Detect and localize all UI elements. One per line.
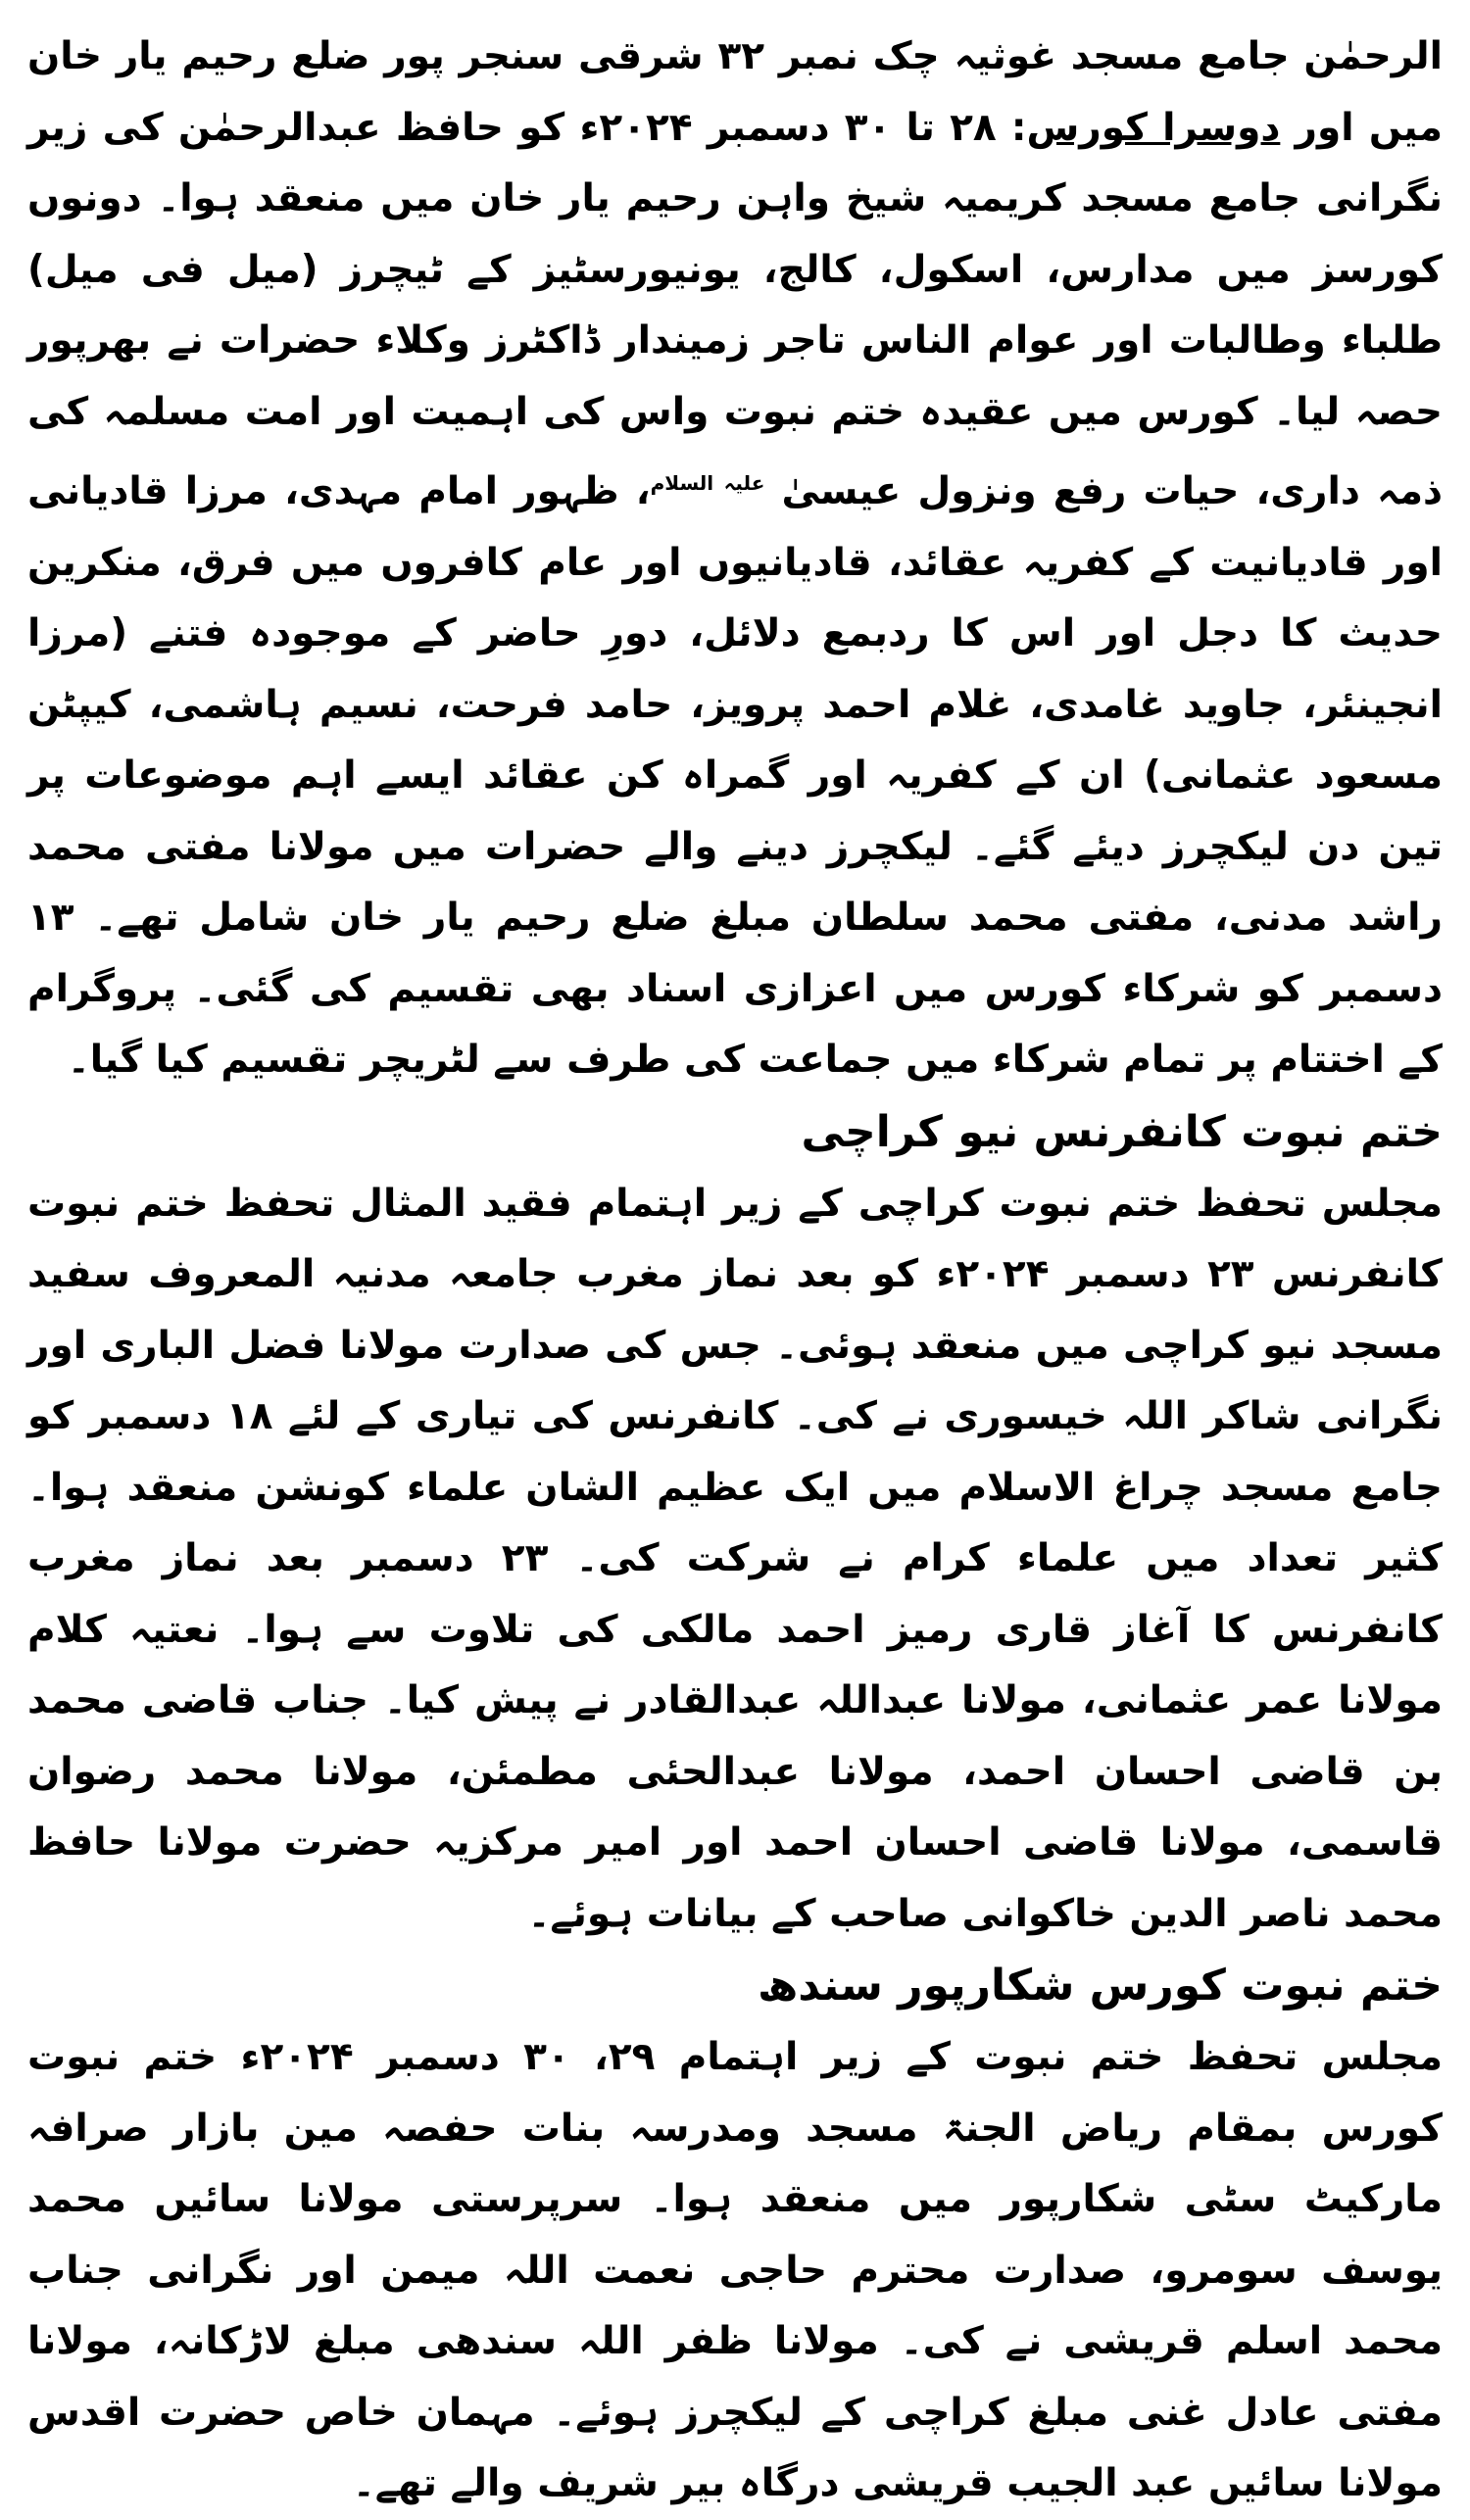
section-heading-shikarpur-course: ختم نبوت کورس شکارپور سندھ <box>758 1961 1443 2011</box>
course-report-paragraph <box>27 22 1443 1096</box>
paragraph-text: الرحمٰن جامع مسجد غوثیہ چک نمبر ۳۲ شرقی سنجر پور ضلع رحیم یار خان میں اور <box>27 34 1443 150</box>
paragraph-text: ، ظہور امام مہدی، مرزا قادیانی اور قادیانیت کے کفریہ عقائد، قادیانیوں اور عام کافروں میں فرق، منکرین حدیث کا دجل اور اس کا ردبمع دلائل، دورِ حاضر کے موجودہ فتنے (مرزا انجینئر، جاوید غامدی، غلام احمد پرویز، حامد فرحت، نسیم ہاشمی، کیپٹن مسعود عثمانی) ان کے کفریہ اور گمراہ کن عقائد ایسے اہم موضوعات پر تین دن لیکچرز دیئے گئے۔ لیکچرز دینے والے حضرات میں مولانا مفتی محمد راشد مدنی، مفتی محمد سلطان مبلغ ضلع رحیم یار خان شامل تھے۔ ۱۳ دسمبر کو شرکاء کورس میں اعزازی اسناد بھی تقسیم کی گئی۔ پروگرام کے اختتام پر تمام شرکاء میں جماعت کی طرف سے لٹریچر تقسیم کیا گیا۔ <box>27 469 1443 1082</box>
document-page <box>27 22 1443 2505</box>
paragraph-text: : ۲۸ تا ۳۰ دسمبر ۲۰۲۴ء کو حافظ عبدالرحمٰن کی زیر نگرانی جامع مسجد کریمیہ شیخ واہن رحیم یار خان میں منعقد ہوا۔ دونوں کورسز میں مدارس، اسکول، کالج، یونیورسٹیز کے ٹیچرز (میل فی میل) طلباء وطالبات اور عوام الناس تاجر زمیندار ڈاکٹرز وکلاء حضرات نے بھرپور حصہ لیا۔ کورس میں عقیدہ ختم نبوت واس کی اہمیت اور امت مسلمہ کی ذمہ داری، حیات رفع ونزول عیسیٰ <box>27 105 1443 513</box>
shikarpur-course-paragraph: مجلس تحفظ ختم نبوت کے زیر اہتمام ۲۹، ۳۰ دسمبر ۲۰۲۴ء ختم نبوت کورس بمقام ریاض الجنۃ مسجد ومدرسہ بنات حفصہ مین بازار صرافہ مارکیٹ سٹی شکارپور میں منعقد ہوا۔ سرپرستی مولانا سائیں محمد یوسف سومرو، صدارت محترم حاجی نعمت اللہ میمن اور نگرانی جناب محمد اسلم قریشی نے کی۔ مولانا ظفر اللہ سندھی مبلغ لاڑکانہ، مولانا مفتی عادل غنی مبلغ کراچی کے لیکچرز ہوئے۔ مہمان خاص حضرت اقدس مولانا سائیں عبد الجیب قریشی درگاہ بیر شریف والے تھے۔ <box>27 2035 1443 2505</box>
second-course-label: دوسرا کورس <box>1026 105 1281 150</box>
section-heading-karachi-conference: ختم نبوت کانفرنس نیو کراچی <box>801 1106 1443 1157</box>
karachi-conference-paragraph: مجلس تحفظ ختم نبوت کراچی کے زیر اہتمام فقید المثال تحفظ ختم نبوت کانفرنس ۲۳ دسمبر ۲۰۲۴ء کو بعد نماز مغرب جامعہ مدنیہ المعروف سفید مسجد نیو کراچی میں منعقد ہوئی۔ جس کی صدارت مولانا فضل الباری اور نگرانی شاکر اللہ خیسوری نے کی۔ کانفرنس کی تیاری کے لئے ۱۸ دسمبر کو جامع مسجد چراغ الاسلام میں ایک عظیم الشان علماء کونشن منعقد ہوا۔ کثیر تعداد میں علماء کرام نے شرکت کی۔ ۲۳ دسمبر بعد نماز مغرب کانفرنس کا آغاز قاری رمیز احمد مالکی کی تلاوت سے ہوا۔ نعتیہ کلام مولانا عمر عثمانی، مولانا عبداللہ عبدالقادر نے پیش کیا۔ جناب قاضی محمد بن قاضی احسان احمد، مولانا عبدالحئی مطمئن، مولانا محمد رضوان قاسمی، مولانا قاضی احسان احمد اور امیر مرکزیہ حضرت مولانا حافظ محمد ناصر الدین خاکوانی صاحب کے بیانات ہوئے۔ <box>27 1181 1443 1936</box>
honorific-glyph: علیہ السلام <box>650 471 765 495</box>
